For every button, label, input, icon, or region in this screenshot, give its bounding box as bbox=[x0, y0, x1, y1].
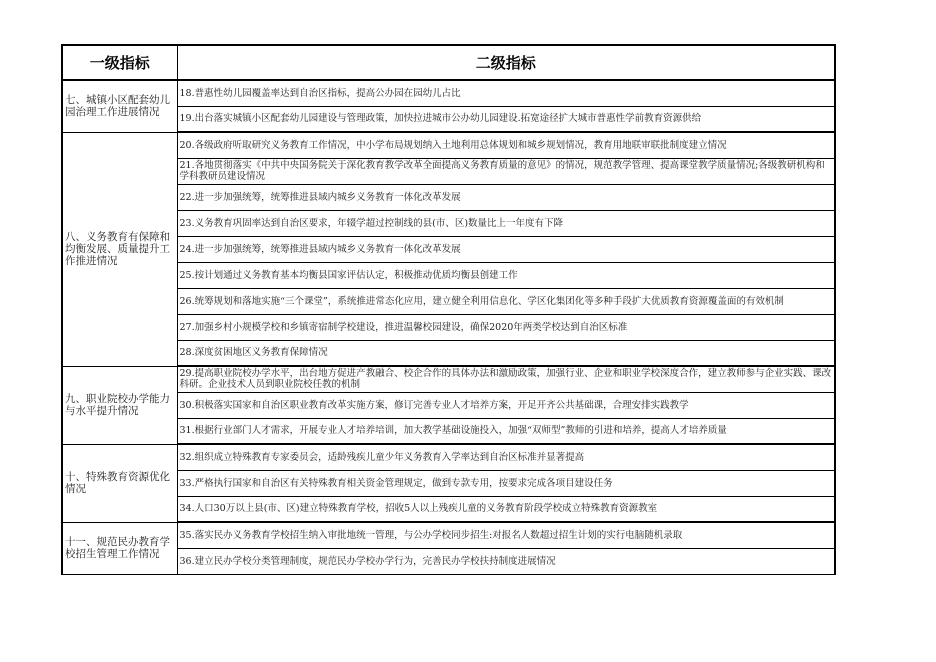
indicator-cell: 23.义务教育巩固率达到自治区要求，年辍学超过控制线的县(市、区)数量比上一年度有下降 bbox=[177, 210, 835, 236]
table-row bbox=[62, 548, 835, 574]
table-row bbox=[62, 262, 835, 288]
category-cell: 八、义务教育有保障和均衡发展、质量提升工作推进情况 bbox=[62, 132, 177, 366]
table-row bbox=[62, 366, 835, 392]
indicator-cell: 24.进一步加强统筹，统筹推进县域内城乡义务教育一体化改革发展 bbox=[177, 236, 835, 262]
table-row bbox=[62, 470, 835, 496]
table-row bbox=[62, 418, 835, 444]
indicator-cell: 29.提高职业院校办学水平，出台地方促进产教融合、校企合作的具体办法和激励政策，加强行业、企业和职业学校深度合作，建立教师参与企业实践、课改科研。企业技术人员到职业院校任教的机制 bbox=[177, 366, 835, 392]
table-row bbox=[62, 522, 835, 548]
indicator-cell: 21.各地贯彻落实《中共中央国务院关于深化教育教学改革全面提高义务教育质量的意见》的情况，规范教学管理、提高课堂教学质量情况;各级教研机构和学科教研员建设情况 bbox=[177, 158, 835, 184]
category-cell: 九、职业院校办学能力与水平提升情况 bbox=[62, 366, 177, 444]
indicator-cell: 33.严格执行国家和自治区有关特殊教育相关资金管理规定，做到专款专用，按要求完成各项目建设任务 bbox=[177, 470, 835, 496]
indicator-table bbox=[61, 44, 836, 575]
indicator-cell: 28.深度贫困地区义务教育保障情况 bbox=[177, 340, 835, 366]
header-level1: 一级指标 bbox=[62, 45, 177, 80]
indicator-cell: 19.出台落实城镇小区配套幼儿园建设与管理政策，加快拉进城市公办幼儿园建设.拓宽途径扩大城市普惠性学前教育资源供给 bbox=[177, 106, 835, 132]
indicator-rows bbox=[62, 80, 835, 574]
table-row bbox=[62, 314, 835, 340]
indicator-cell: 31.根据行业部门人才需求，开展专业人才培养培训，加大教学基础设施投入，加强“双师型”教师的引进和培养，提高人才培养质量 bbox=[177, 418, 835, 444]
header-level2: 二级指标 bbox=[177, 45, 835, 80]
table-row bbox=[62, 392, 835, 418]
table-row bbox=[62, 236, 835, 262]
table-row bbox=[62, 106, 835, 132]
table-row bbox=[62, 158, 835, 184]
indicator-cell: 20.各级政府听取研究义务教育工作情况，中小学布局规划纳入土地利用总体规划和城乡规划情况，教育用地联审联批制度建立情况 bbox=[177, 132, 835, 158]
category-cell: 七、城镇小区配套幼儿园治理工作进展情况 bbox=[62, 80, 177, 132]
category-cell: 十一、规范民办教育学校招生管理工作情况 bbox=[62, 522, 177, 574]
table-row bbox=[62, 80, 835, 106]
table-row bbox=[62, 210, 835, 236]
indicator-cell: 26.统筹规划和落地实施“三个课堂”，系统推进常态化应用，建立健全利用信息化、学区化集团化等多种手段扩大优质教育资源覆盖面的有效机制 bbox=[177, 288, 835, 314]
table-row bbox=[62, 132, 835, 158]
table-row bbox=[62, 288, 835, 314]
indicator-cell: 27.加强乡村小规模学校和乡镇寄宿制学校建设，推进温馨校园建设，确保2020年两类学校达到自治区标准 bbox=[177, 314, 835, 340]
indicator-cell: 18.普惠性幼儿园覆盖率达到自治区指标，提高公办园在园幼儿占比 bbox=[177, 80, 835, 106]
category-cell: 十、特殊教育资源优化情况 bbox=[62, 444, 177, 522]
indicator-cell: 34.人口30万以上县(市、区)建立特殊教育学校，招收5人以上残疾儿童的义务教育阶段学校成立特殊教育资源教室 bbox=[177, 496, 835, 522]
indicator-cell: 32.组织成立特殊教育专家委员会，适龄残疾儿童少年义务教育入学率达到自治区标准并显著提高 bbox=[177, 444, 835, 470]
table-row bbox=[62, 444, 835, 470]
indicator-cell: 35.落实民办义务教育学校招生纳入审批地统一管理，与公办学校同步招生:对报名人数超过招生计划的实行电脑随机录取 bbox=[177, 522, 835, 548]
table-row bbox=[62, 340, 835, 366]
indicator-cell: 36.建立民办学校分类管理制度，规范民办学校办学行为，完善民办学校扶持制度进展情况 bbox=[177, 548, 835, 574]
table-row bbox=[62, 496, 835, 522]
indicator-cell: 25.按计划通过义务教育基本均衡县国家评估认定，积极推动优质均衡县创建工作 bbox=[177, 262, 835, 288]
indicator-sheet bbox=[61, 44, 834, 575]
table-row bbox=[62, 184, 835, 210]
indicator-cell: 22.进一步加强统筹，统筹推进县域内城乡义务教育一体化改革发展 bbox=[177, 184, 835, 210]
indicator-cell: 30.积极落实国家和自治区职业教育改革实施方案，修订完善专业人才培养方案，开足开齐公共基础课，合理安排实践教学 bbox=[177, 392, 835, 418]
